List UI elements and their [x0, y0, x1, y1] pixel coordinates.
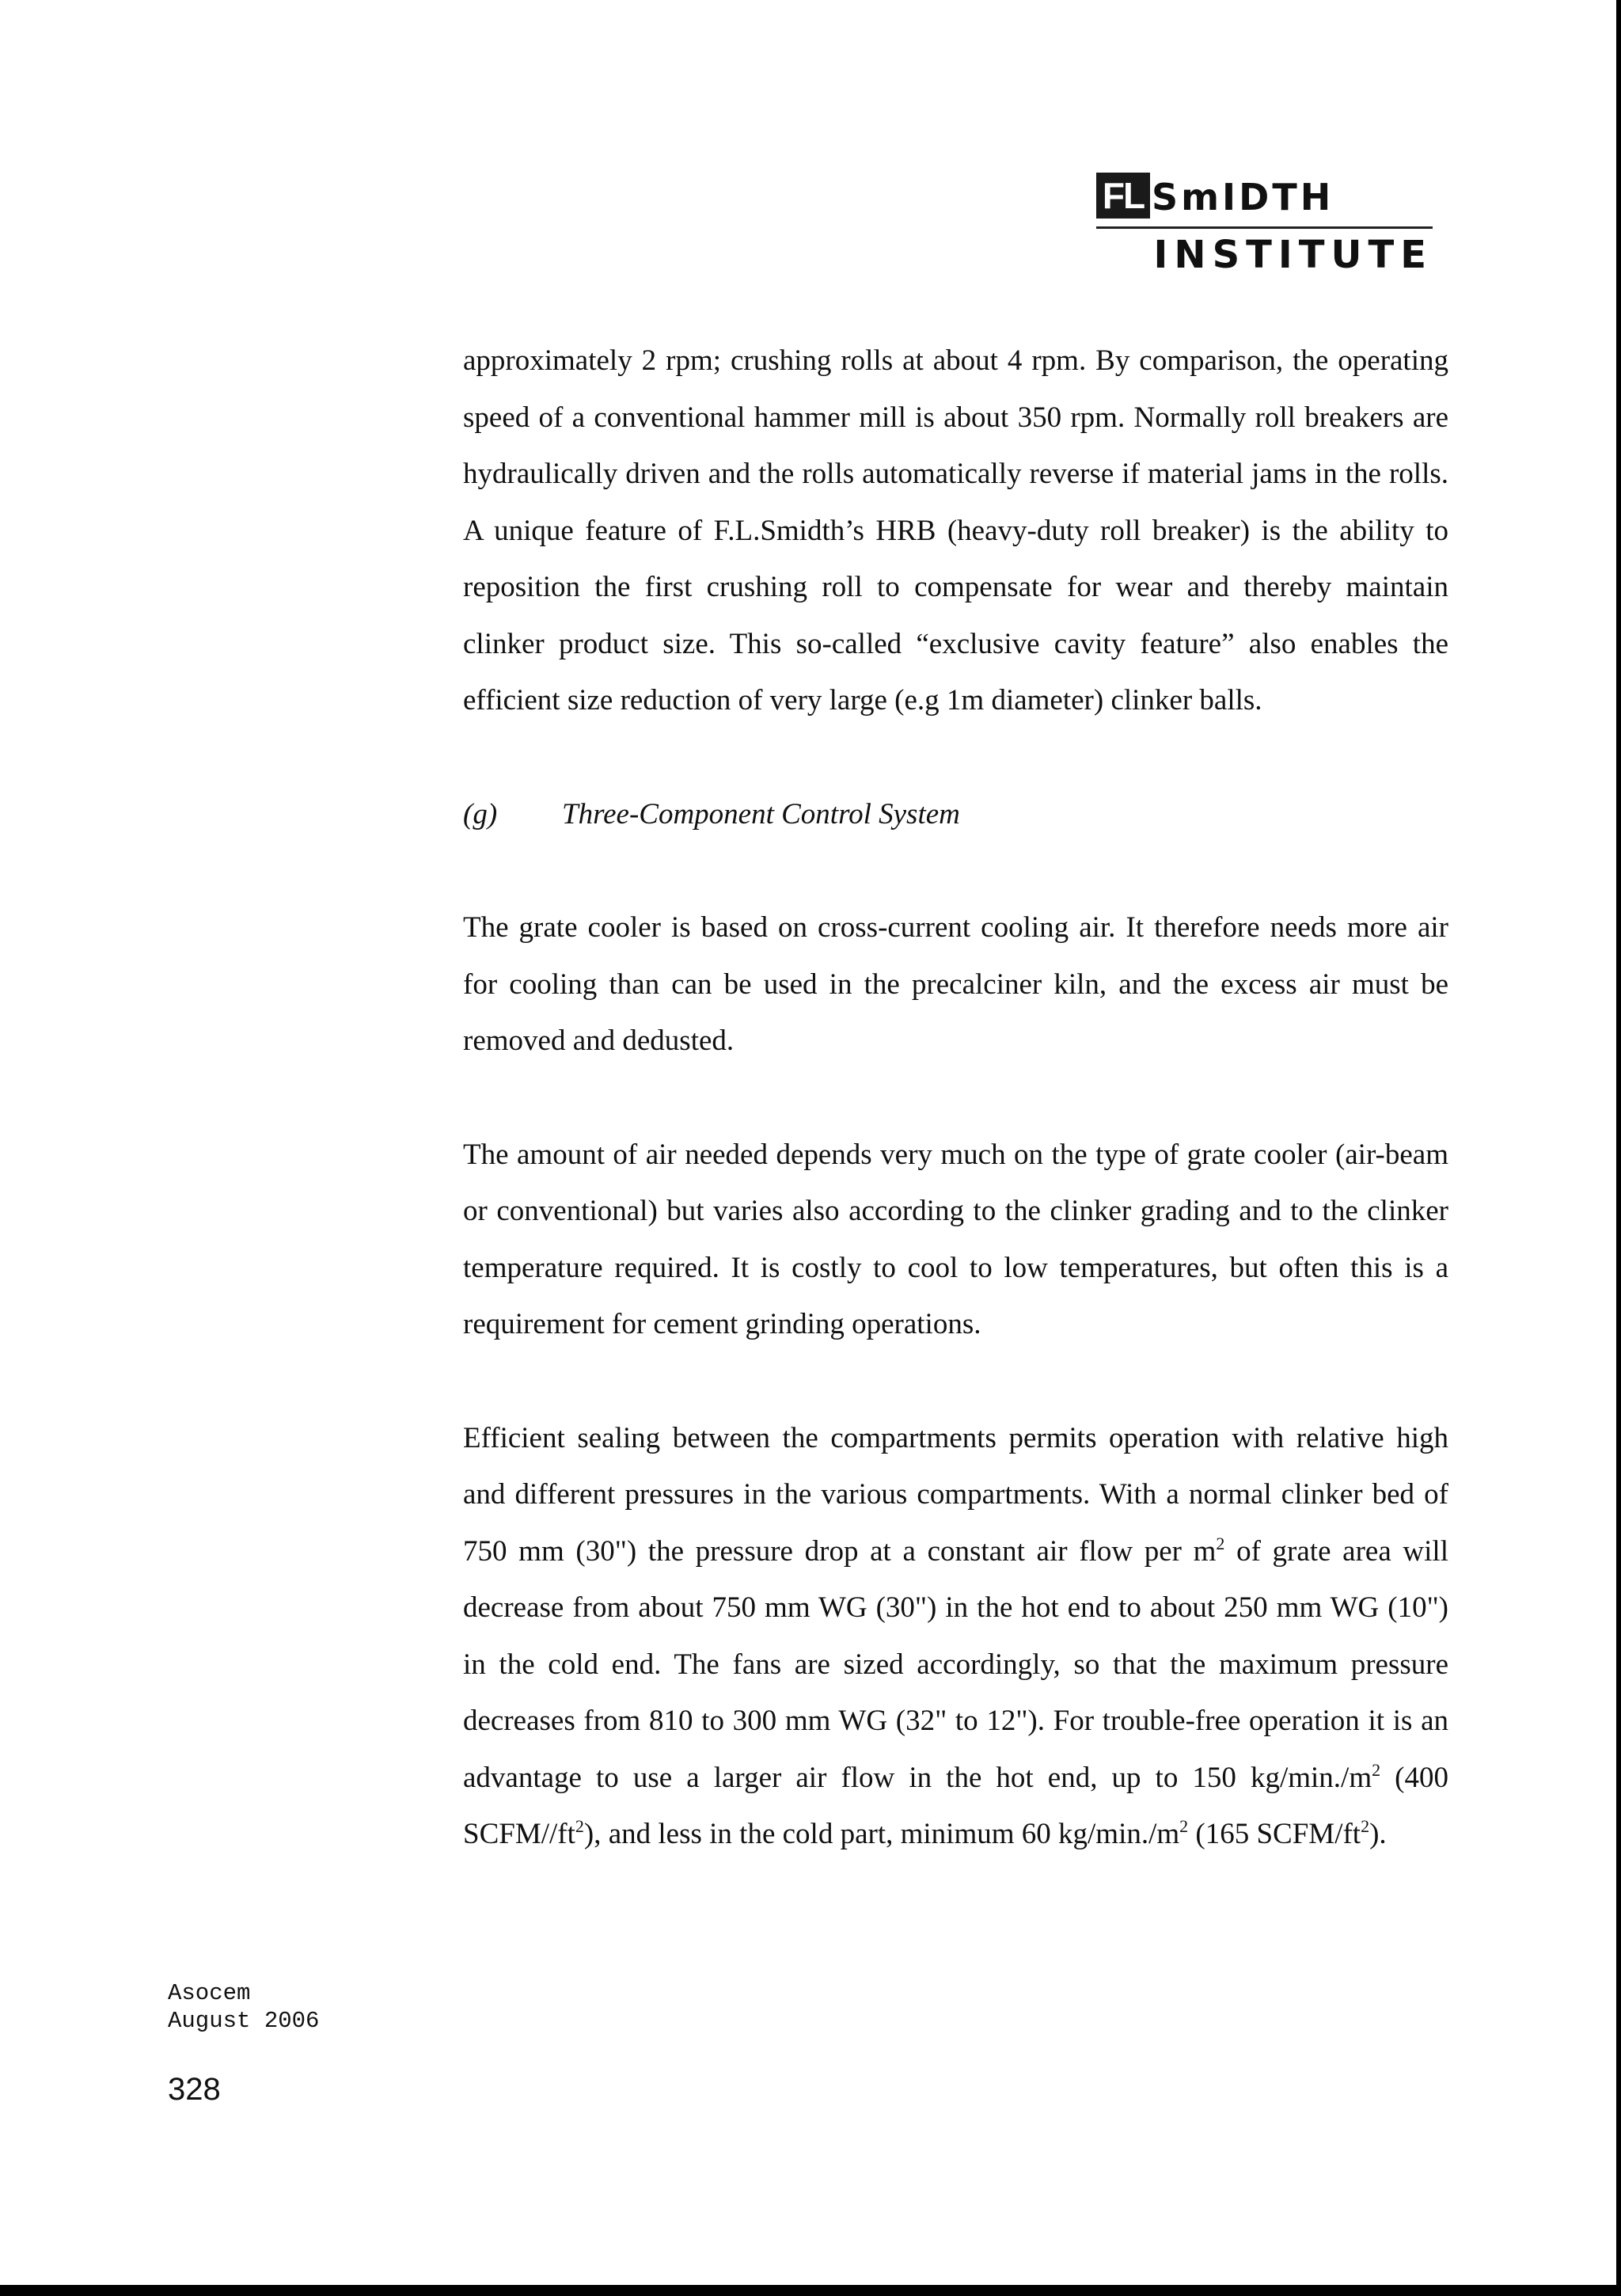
paragraph-sealing-pressures	[463, 1410, 1448, 1863]
superscript: 2	[1216, 1533, 1225, 1553]
footer-info	[168, 1979, 319, 2035]
document-body	[463, 333, 1448, 1863]
text-segment: of grate area will decrease from about 750 mm WG (30") in the hot end to about 250 mm WG (10") in the cold end. The fans are sized accordingly, so that the maximum pressure decreases from 810 to 300 mm WG (32" to 12"). For trouble-free operation it is an advantage to use a larger air flow in the hot end, up to 150 kg/min./m	[463, 1534, 1448, 1794]
superscript: 2	[1361, 1816, 1370, 1836]
page-edge	[1616, 0, 1621, 2296]
text-segment: ), and less in the cold part, minimum 60 kg/min./m	[583, 1818, 1180, 1850]
footer-org: Asocem	[168, 1980, 251, 2006]
footer-date: August 2006	[168, 2008, 320, 2034]
superscript: 2	[575, 1816, 584, 1836]
flsmidth-institute-logo	[1096, 173, 1433, 283]
superscript: 2	[1372, 1759, 1381, 1780]
logo-smidth-text: SmIDTH	[1152, 176, 1334, 219]
page-number: 328	[168, 2072, 221, 2107]
logo-fl-box: FL	[1096, 173, 1150, 219]
paragraph-grate-cooler: The grate cooler is based on cross-current cooling air. It therefore needs more air for cooling than can be used in the precalciner kiln, and the excess air must be removed and dedusted.	[463, 911, 1448, 1057]
logo-rule	[1096, 226, 1433, 229]
superscript: 2	[1179, 1816, 1189, 1836]
section-title: Three-Component Control System	[562, 797, 960, 831]
text-segment: (400 SCFM//ft	[463, 1761, 1448, 1850]
section-heading	[463, 786, 1448, 843]
section-number: (g)	[463, 797, 498, 831]
logo-institute-text: INSTITUTE	[1153, 233, 1433, 277]
text-segment: ).	[1369, 1818, 1387, 1850]
text-segment: (165 SCFM/ft	[1188, 1818, 1361, 1850]
paragraph-air-amount: The amount of air needed depends very much on the type of grate cooler (air-beam or conventional) but varies also according to the clinker grading and to the clinker temperature required. It is costly to cool to low temperatures, but often this is a requirement for cement grinding operations.	[463, 1138, 1448, 1340]
text-segment: Efficient sealing between the compartments permits operation with relative high and different pressures in the various compartments. With a normal clinker bed of 750 mm (30") the pressure drop at a constant air flow per m	[463, 1421, 1448, 1568]
scan-bottom-bar	[0, 2285, 1621, 2296]
paragraph-roll-breakers: approximately 2 rpm; crushing rolls at about 4 rpm. By comparison, the operating speed of a conventional hammer mill is about 350 rpm. Normally roll breakers are hydraulically driven and the rolls automatically reverse if material jams in the rolls. A unique feature of F.L.Smidth’s HRB (heavy-duty roll breaker) is the ability to reposition the first crushing roll to compensate for wear and thereby maintain clinker product size. This so-called “exclusive cavity feature” also enables the efficient size reduction of very large (e.g 1m diameter) clinker balls.	[463, 344, 1448, 717]
